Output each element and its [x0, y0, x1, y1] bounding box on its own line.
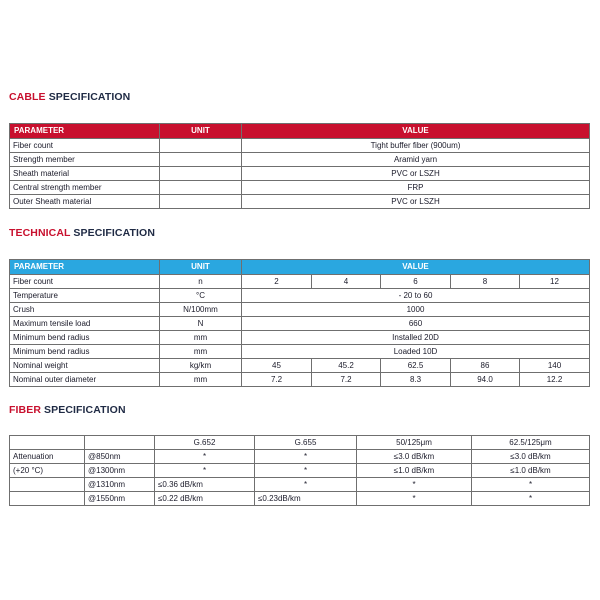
cable-spec-heading — [9, 91, 130, 103]
cable-spec-table — [9, 123, 590, 209]
header-parameter: PARAMETER — [10, 260, 160, 275]
param-cell: Central strength member — [10, 181, 160, 195]
param-cell: Crush — [10, 303, 160, 317]
header-unit: UNIT — [160, 124, 242, 139]
fiber-spec-table — [9, 435, 590, 506]
value-cell: 7.2 — [312, 373, 381, 387]
value-cell: * — [357, 492, 472, 506]
header-value: VALUE — [242, 260, 590, 275]
value-cell: * — [155, 464, 255, 478]
param-cell: Outer Sheath material — [10, 195, 160, 209]
table-row — [10, 289, 590, 303]
table-row — [10, 317, 590, 331]
unit-cell — [160, 181, 242, 195]
param-cell: Minimum bend radius — [10, 331, 160, 345]
table-row — [10, 275, 590, 289]
param-cell: Maximum tensile load — [10, 317, 160, 331]
table-row — [10, 492, 590, 506]
technical-spec-table — [9, 259, 590, 387]
heading-rest: SPECIFICATION — [70, 227, 156, 239]
blank-cell — [10, 478, 85, 492]
table-row — [10, 450, 590, 464]
unit-cell: kg/km — [160, 359, 242, 373]
heading-accent: FIBER — [9, 404, 41, 416]
value-cell: FRP — [242, 181, 590, 195]
value-cell: 6 — [381, 275, 451, 289]
value-cell: Tight buffer fiber (900um) — [242, 139, 590, 153]
param-cell: Fiber count — [10, 275, 160, 289]
unit-cell — [160, 153, 242, 167]
param-cell: Temperature — [10, 289, 160, 303]
heading-accent: CABLE — [9, 91, 46, 103]
table-row — [10, 478, 590, 492]
value-cell: 140 — [520, 359, 590, 373]
heading-accent: TECHNICAL — [9, 227, 71, 239]
wavelength-cell: @1310nm — [85, 478, 155, 492]
table-row — [10, 195, 590, 209]
value-cell: * — [255, 478, 357, 492]
value-cell: * — [472, 478, 590, 492]
param-cell: Strength member — [10, 153, 160, 167]
value-cell: 94.0 — [451, 373, 520, 387]
unit-cell: mm — [160, 373, 242, 387]
value-cell: 86 — [451, 359, 520, 373]
value-cell: 12 — [520, 275, 590, 289]
value-cell: - 20 to 60 — [242, 289, 590, 303]
table-row — [10, 167, 590, 181]
value-cell: ≤3.0 dB/km — [357, 450, 472, 464]
value-cell: Aramid yarn — [242, 153, 590, 167]
unit-cell: n — [160, 275, 242, 289]
unit-cell: N/100mm — [160, 303, 242, 317]
table-row — [10, 464, 590, 478]
value-cell: * — [255, 450, 357, 464]
unit-cell — [160, 195, 242, 209]
table-row — [10, 373, 590, 387]
table-row — [10, 345, 590, 359]
fiber-spec-heading — [9, 404, 126, 416]
value-cell: 45.2 — [312, 359, 381, 373]
attenuation-label: Attenuation — [10, 450, 85, 464]
value-cell: ≤1.0 dB/km — [472, 464, 590, 478]
header-g655: G.655 — [255, 436, 357, 450]
param-cell: Sheath material — [10, 167, 160, 181]
value-cell: * — [255, 464, 357, 478]
table-header-row — [10, 124, 590, 139]
param-cell: Nominal weight — [10, 359, 160, 373]
unit-cell — [160, 139, 242, 153]
value-cell: ≤1.0 dB/km — [357, 464, 472, 478]
unit-cell: mm — [160, 331, 242, 345]
table-row — [10, 153, 590, 167]
value-cell: ≤0.22 dB/km — [155, 492, 255, 506]
wavelength-cell: @1300nm — [85, 464, 155, 478]
header-62-5-125: 62.5/125μm — [472, 436, 590, 450]
value-cell: ≤3.0 dB/km — [472, 450, 590, 464]
blank-cell — [10, 492, 85, 506]
header-unit: UNIT — [160, 260, 242, 275]
blank-cell — [85, 436, 155, 450]
unit-cell: °C — [160, 289, 242, 303]
header-50-125: 50/125μm — [357, 436, 472, 450]
value-cell: * — [357, 478, 472, 492]
table-header-row — [10, 260, 590, 275]
value-cell: Loaded 10D — [242, 345, 590, 359]
header-value: VALUE — [242, 124, 590, 139]
value-cell: PVC or LSZH — [242, 167, 590, 181]
value-cell: 1000 — [242, 303, 590, 317]
value-cell: * — [155, 450, 255, 464]
value-cell: 660 — [242, 317, 590, 331]
value-cell: 8 — [451, 275, 520, 289]
heading-rest: SPECIFICATION — [45, 91, 131, 103]
value-cell: 4 — [312, 275, 381, 289]
unit-cell — [160, 167, 242, 181]
technical-spec-heading — [9, 227, 155, 239]
header-parameter: PARAMETER — [10, 124, 160, 139]
value-cell: ≤0.36 dB/km — [155, 478, 255, 492]
attenuation-temp: (+20 °C) — [10, 464, 85, 478]
table-header-row — [10, 436, 590, 450]
value-cell: 7.2 — [242, 373, 312, 387]
unit-cell: mm — [160, 345, 242, 359]
value-cell: 8.3 — [381, 373, 451, 387]
table-row — [10, 331, 590, 345]
value-cell: Installed 20D — [242, 331, 590, 345]
value-cell: 45 — [242, 359, 312, 373]
table-row — [10, 139, 590, 153]
value-cell: 2 — [242, 275, 312, 289]
blank-cell — [10, 436, 85, 450]
value-cell: PVC or LSZH — [242, 195, 590, 209]
wavelength-cell: @850nm — [85, 450, 155, 464]
table-row — [10, 359, 590, 373]
wavelength-cell: @1550nm — [85, 492, 155, 506]
heading-rest: SPECIFICATION — [41, 404, 126, 416]
table-row — [10, 181, 590, 195]
value-cell: * — [472, 492, 590, 506]
value-cell: ≤0.23dB/km — [255, 492, 357, 506]
unit-cell: N — [160, 317, 242, 331]
value-cell: 12.2 — [520, 373, 590, 387]
param-cell: Nominal outer diameter — [10, 373, 160, 387]
param-cell: Fiber count — [10, 139, 160, 153]
value-cell: 62.5 — [381, 359, 451, 373]
param-cell: Minimum bend radius — [10, 345, 160, 359]
header-g652: G.652 — [155, 436, 255, 450]
table-row — [10, 303, 590, 317]
